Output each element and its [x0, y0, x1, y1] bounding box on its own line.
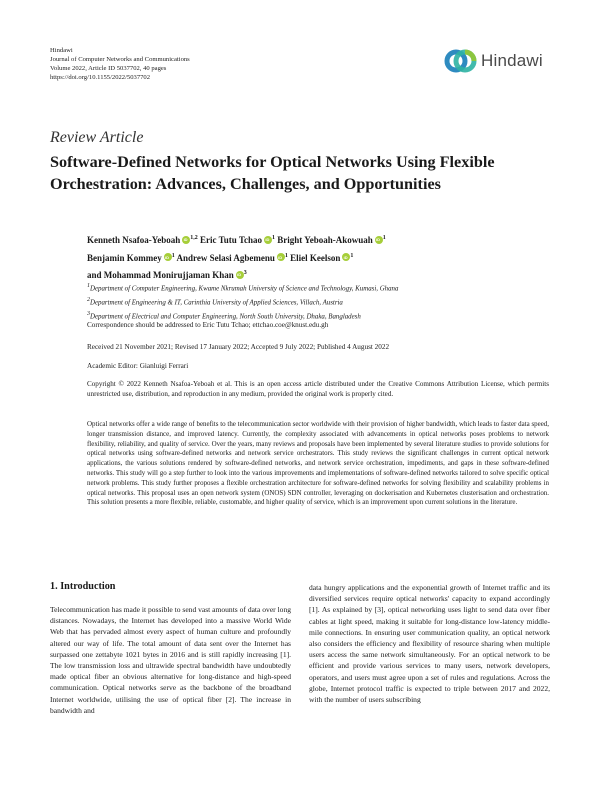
affiliation: $^3$Department of Electrical and Computer Engineering, North South University, Dhaka, Bangladesh [87, 310, 361, 320]
hindawi-logo[interactable] [443, 44, 553, 84]
article-type: Review Article [50, 129, 144, 146]
orcid-icon[interactable] [342, 253, 350, 261]
academic-editor: Academic Editor: Gianluigi Ferrari [87, 362, 189, 370]
journal-name: Journal of Computer Networks and Communications [50, 56, 190, 63]
orcid-icon[interactable] [182, 236, 190, 244]
logo-text: Hindawi [481, 51, 543, 70]
volume-info: Volume 2022, Article ID 5037702, 40 pages [50, 65, 167, 72]
orcid-icon[interactable] [236, 271, 244, 279]
paper-title: Software-Defined Networks for Optical Networks Using Flexible Orchestration: Advances, Challenges, and Opportunities [50, 153, 495, 193]
hindawi-rings-icon [443, 44, 479, 78]
affiliation: $^2$Department of Engineering & IT, Carinthia University of Applied Sciences, Villach, Austria [87, 296, 343, 307]
orcid-icon[interactable] [264, 236, 272, 244]
affiliation: $^1$Department of Computer Engineering, Kwame Nkrumah University of Science and Technology, Kumasi, Ghana [87, 283, 399, 293]
author-list [87, 231, 547, 284]
author[interactable]: Bright Yeboah-AkowuahiD $^1$ [277, 235, 385, 245]
section-heading: 1. Introduction [50, 581, 116, 592]
correspondence: Correspondence should be addressed to Eric Tutu Tchao; ettchao.coe@knust.edu.gh [87, 321, 329, 329]
publisher-name: Hindawi [50, 47, 73, 54]
orcid-icon[interactable] [277, 253, 285, 261]
copyright-notice: Copyright © 2022 Kenneth Nsafoa-Yeboah et al. This is an open access article distributed under the Creative Commons Attribution License, which permits unrestricted use, distribution, and reproduction in any medium, provided the original work is properly cited. [87, 380, 549, 398]
orcid-icon[interactable] [375, 236, 383, 244]
author[interactable]: Eric Tutu TchaoiD $^1$ [200, 235, 275, 245]
body-column-right: data hungry applications and the exponential growth of Internet traffic and its diversified services require optical networks' capacity to expand accordingly [1]. As explained by [3], optical networking uses light to send data over fiber cables at light speed, making it suitable for long-distance low-latency middle-mile connections. In ensuring user communication quality, an optical network also considers the efficiency and flexibility of resource sharing when multiple users access the same network simultaneously. For an optical network to be efficient and provide various services to many users, network developers, operators, and users must agree upon a set of rules and regulations. Across the globe, Internet protocol traffic is expected to triple between 2017 and 2022, with the number of users subscribing [309, 583, 550, 705]
orcid-icon[interactable] [164, 253, 172, 261]
author[interactable]: Benjamin KommeyiD $^1$ [87, 253, 175, 263]
publication-dates: Received 21 November 2021; Revised 17 January 2022; Accepted 9 July 2022; Published 4 August 2022 [87, 343, 390, 351]
author[interactable]: Eliel KeelsoniD $^1$ [290, 253, 353, 263]
doi-link[interactable]: https://doi.org/10.1155/2022/5037702 [50, 74, 151, 81]
author[interactable]: Andrew Selasi AgbemenuiD $^1$ [177, 253, 288, 263]
author[interactable]: Kenneth Nsafoa-YeboahiD $^{1,2}$ [87, 235, 198, 245]
affiliations [87, 281, 547, 322]
author[interactable]: and Mohammad Monirujjaman KhaniD $^3$ [87, 270, 247, 280]
body-column-left: Telecommunication has made it possible to send vast amounts of data over long distances. Nowadays, the Internet has developed into a massive World Wide Web that has pervaded almost every aspect of human culture and profoundly altered our way of life. The total amount of data sent over the Internet has surpassed one zettabyte 1021 bytes in 2016 and is still rapidly increasing [1]. The low transmission loss and ultrawide spectral bandwidth have undoubtedly made optical fiber an obvious alternative for long-distance and high-speed communication. Optical networks serve as the backbone of the broadband Internet worldwide, utilising the use of optical fiber [2]. The increase in bandwidth and [50, 605, 291, 715]
journal-meta [50, 46, 190, 82]
abstract: Optical networks offer a wide range of benefits to the telecommunication sector worldwide with their provision of higher bandwidth, which leads to faster data speed, longer transmission distance, and improved latency. Currently, the complexity associated with advancements in optical networks poses problems to network flexibility, reliability, and quality of service. Over the years, many reviews and proposals have been implemented by several literature studies to provide solutions for optical networks using software-defined networks and network service orchestrators. This study reviews the significant challenges in current optical network applications, the various solutions rendered by software-defined networks, and network service orchestration, impediments, and gaps in these software-defined networks. This study will go a step further to look into the various improvements and implementations of software-defined networks tailored to solve specific optical network problems. This study further proposes a flexible orchestration architecture for software-defined networks for solving flexibility and scalability problems in optical networks. This proposal uses an open network system (ONOS) SDN controller, leveraging on dockerisation and Kubernetes clusterisation and orchestration. This solution presents a more flexible, reliable, customable, and higher quality of service, which is an improvement upon current solutions in the literature. [87, 420, 549, 507]
